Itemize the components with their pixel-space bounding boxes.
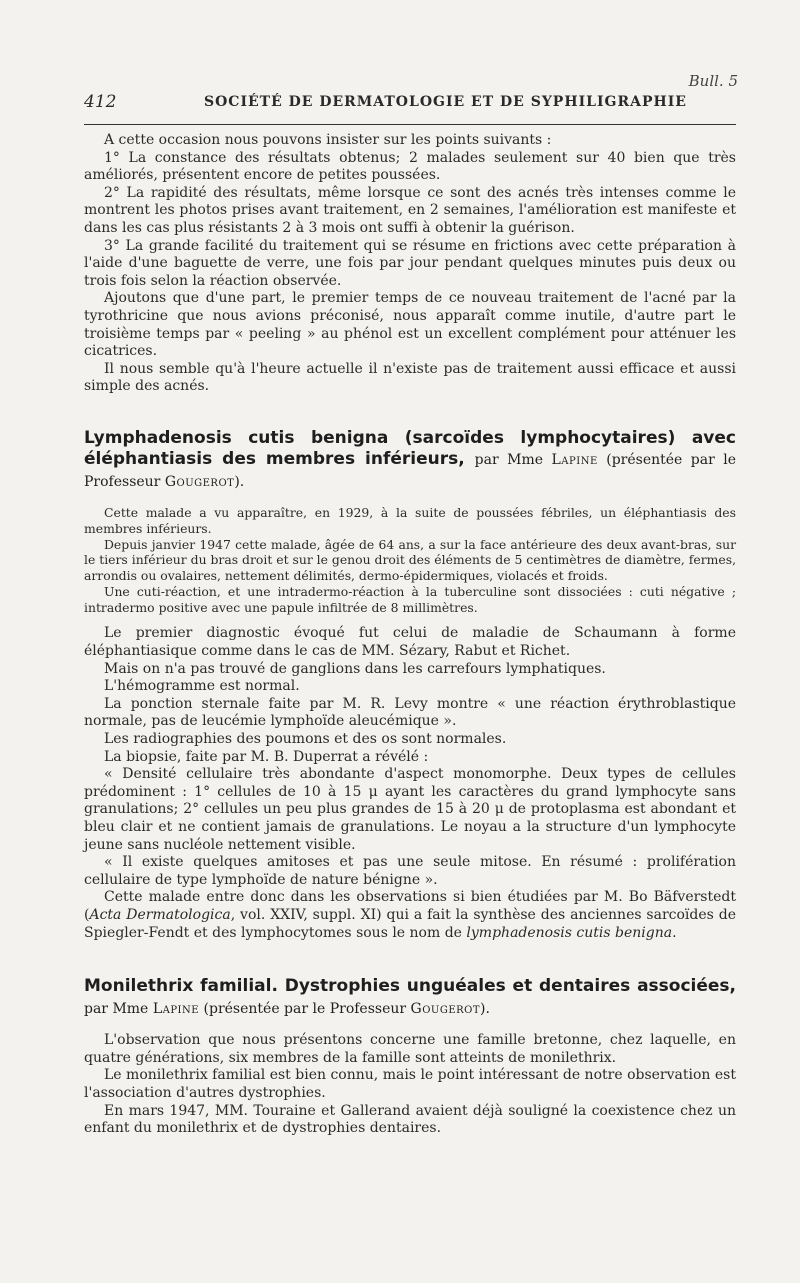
intro-paragraph: Il nous semble qu'à l'heure actuelle il n'existe pas de traitement aussi efficace et aussi simple des acnés. xyxy=(84,360,736,395)
body-paragraph: Le premier diagnostic évoqué fut celui de maladie de Schaumann à forme éléphantiasique comme dans le cas de MM. Sézary, Rabut et Richet. xyxy=(84,625,736,660)
case-summary xyxy=(84,505,736,616)
disease-term: lymphadenosis cutis benigna xyxy=(466,924,673,941)
intro-paragraph: A cette occasion nous pouvons insister sur les points suivants : xyxy=(104,132,552,148)
presenter-name: Gougerot xyxy=(410,1001,481,1018)
page-body xyxy=(84,132,736,1138)
header-rule xyxy=(84,124,736,125)
body-paragraph-citation: Cette malade entre donc dans les observations si bien étudiées par M. Bo Bäfverstedt (Acta Dermatologica, vol. XXIV, suppl. XI) qui a fait la synthèse des anciennes sarcoïdes de Spiegler-Fendt et des lymphocytomes sous le nom de lymphadenosis cutis benigna. xyxy=(84,889,736,941)
page-header xyxy=(84,92,736,114)
case-paragraph: Depuis janvier 1947 cette malade, âgée de 64 ans, a sur la face antérieure des deux avant-bras, sur le tiers inférieur du bras droit et sur le genou droit des éléments de 5 centimètres de diamètre, fermes, arrondis ou ovalaires, nettement délimités, dermo-épidermiques, violacés et froids. xyxy=(84,536,737,584)
section-heading-monilethrix xyxy=(84,976,736,1020)
body-paragraph: Les radiographies des poumons et des os sont normales. xyxy=(104,731,507,748)
intro-paragraph: Ajoutons que d'une part, le premier temps de ce nouveau traitement de l'acné par la tyrothricine que nous avions préconisé, nous apparaît comme inutile, d'autre part le troisième temps par « peeling » au phénol est un excellent complément pour atténuer les cicatrices. xyxy=(84,290,736,360)
body-paragraph: Le monilethrix familial est bien connu, mais le point intéressant de notre observation est l'association d'autres dystrophies. xyxy=(84,1067,736,1101)
intro-paragraph: 3° La grande facilité du traitement qui se résume en frictions avec cette préparation à l'aide d'une baguette de verre, une fois par jour pendant quelques minutes puis deux ou trois fois selon la réaction observée. xyxy=(84,237,736,289)
body-paragraph: En mars 1947, MM. Touraine et Gallerand avaient déjà souligné la coexistence chez un enfant du monilethrix et de dystrophies dentaires. xyxy=(84,1102,736,1137)
author-name: Lapine xyxy=(551,451,598,468)
body-paragraph: Mais on n'a pas trouvé de ganglions dans les carrefours lymphatiques. xyxy=(104,660,606,677)
journal-title: Acta Dermatologica xyxy=(89,906,231,923)
bulletin-mark: Bull. 5 xyxy=(688,72,738,90)
section-byline: par Mme Lapine (présentée par le Professeur Gougerot). xyxy=(84,451,737,490)
intro-paragraph: 1° La constance des résultats obtenus; 2 malades seulement sur 40 bien que très améliorés, présentent encore de petites poussées. xyxy=(84,149,736,184)
running-title: SOCIÉTÉ DE DERMATOLOGIE ET DE SYPHILIGRAPHIE xyxy=(204,94,687,110)
presenter-name: Gougerot xyxy=(164,473,235,490)
case-paragraph: Cette malade a vu apparaître, en 1929, à la suite de poussées fébriles, un éléphantiasis des membres inférieurs. xyxy=(84,504,736,536)
case-paragraph: Une cuti-réaction, et une intradermo-réaction à la tuberculine sont dissociées : cuti négative ; intradermo positive avec une papule infiltrée de 8 millimètres. xyxy=(84,583,736,615)
body-paragraph: L'observation que nous présentons concerne une famille bretonne, chez laquelle, en quatre générations, six membres de la famille sont atteints de monilethrix. xyxy=(84,1032,736,1066)
body-paragraph: L'hémogramme est normal. xyxy=(104,678,300,695)
section-heading-lymphadenosis xyxy=(84,428,736,493)
section-title: Monilethrix familial. Dystrophies unguéales et dentaires associées, xyxy=(84,976,736,997)
body-paragraph: La biopsie, faite par M. B. Duperrat a révélé : xyxy=(104,748,429,765)
section-title: Lymphadenosis cutis benigna (sarcoïdes lymphocytaires) avec éléphantiasis des membres inférieurs, xyxy=(84,427,736,469)
body-paragraph: La ponction sternale faite par M. R. Levy montre « une réaction érythroblastique normale, pas de leucémie lymphoïde aleucémique ». xyxy=(84,695,736,730)
body-paragraph: « Il existe quelques amitoses et pas une seule mitose. En résumé : prolifération cellulaire de type lymphoïde de nature bénigne ». xyxy=(84,854,736,888)
intro-paragraph: 2° La rapidité des résultats, même lorsque ce sont des acnés très intenses comme le montrent les photos prises avant traitement, en 2 semaines, l'amélioration est manifeste et dans les cas plus résistants 2 à 3 mois ont suffi à obtenir la guérison. xyxy=(84,184,736,236)
author-name: Lapine xyxy=(152,1001,200,1018)
body-paragraph: « Densité cellulaire très abondante d'aspect monomorphe. Deux types de cellules prédominent : 1° cellules de 10 à 15 μ ayant les caractères du grand lymphocyte sans granulations; 2° cellules un peu plus grandes de 15 à 20 μ de protoplasma est abondant et bleu clair et ne contient jamais de granulations. Le noyau a la structure d'un lymphocyte jeune sans nucléole nettement visible. xyxy=(84,766,736,853)
section-byline: par Mme Lapine (présentée par le Professeur Gougerot). xyxy=(84,1001,490,1018)
page-number: 412 xyxy=(84,92,117,112)
